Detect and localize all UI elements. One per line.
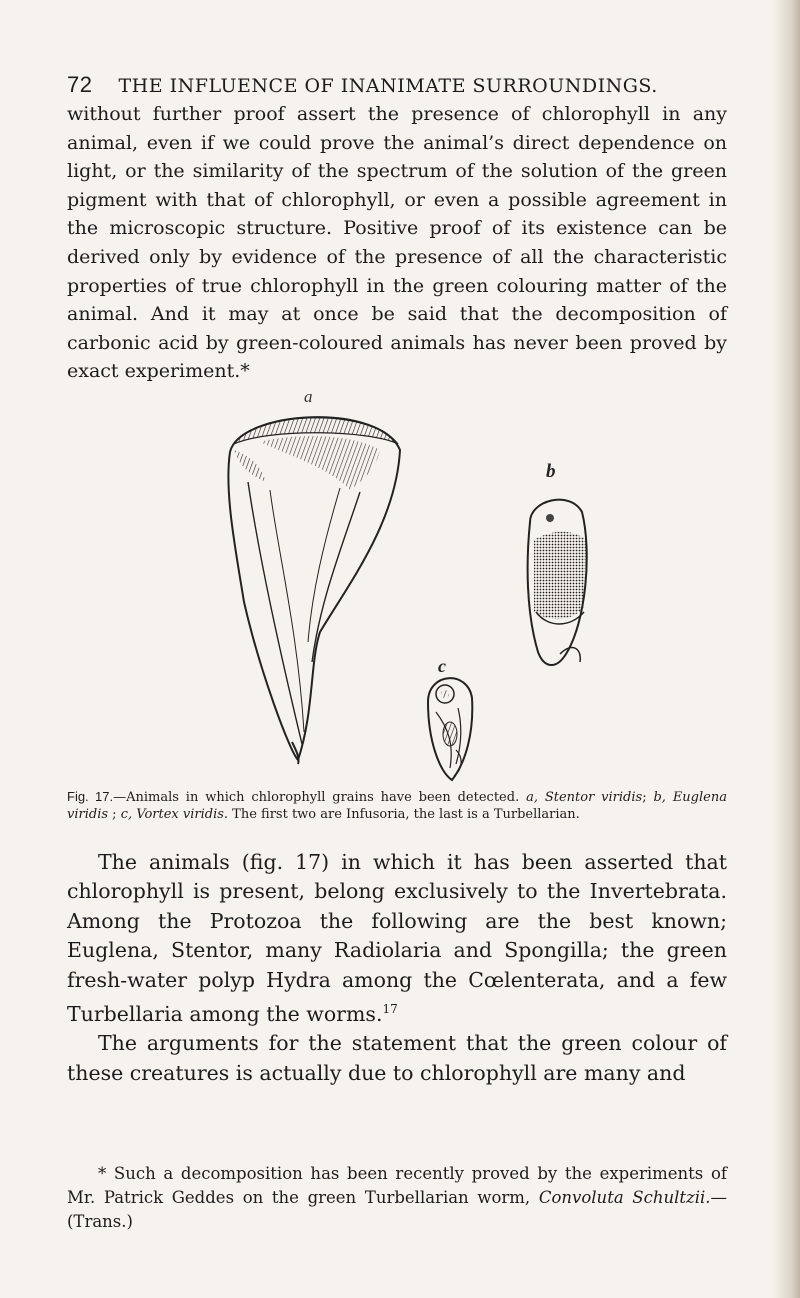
paragraph-text bbox=[67, 848, 727, 1029]
vortex-drawing bbox=[428, 678, 472, 780]
caption-a-label: a, bbox=[526, 790, 538, 805]
figure-caption: Fig. 17.—Animals in which chlorophyll grains have been detected. a, Stentor viridis; b, Euglena viridis ; c, Vortex viridis. The first two are Infusoria, the last is a Turbellarian. bbox=[67, 789, 727, 822]
caption-a-name: Stentor viridis bbox=[544, 790, 643, 805]
caption-description: —Animals in which chlorophyll grains have been detected. bbox=[113, 790, 520, 805]
caption-b-label: b, bbox=[653, 790, 666, 805]
label-a: a bbox=[304, 387, 313, 406]
chapter-title: THE INFLUENCE OF INANIMATE SURROUNDINGS. bbox=[118, 75, 658, 97]
figure-17 bbox=[200, 372, 640, 787]
label-b: b bbox=[546, 461, 556, 482]
footnote-ref: 17 bbox=[382, 1002, 398, 1017]
euglena-drawing bbox=[528, 500, 587, 665]
paragraph-text: without further proof assert the presence of chlorophyll in any animal, even if we could prove the animal’s direct dependence on light, or the similarity of the spectrum of the solution of the green pigment with that of chlorophyll, or even a possible agreement in the microscopic structure. Positive proof of its existence can be derived only by evidence of the presence of all the characteristic properties of true chlorophyll in the green colouring matter of the animal. And it may at once be said that the decomposition of carbonic acid by green-coloured animals has never been proved by exact experiment.* bbox=[67, 103, 727, 383]
paragraph-2-text: The animals (fig. 17) in which it has been asserted that chlorophyll is present, belong exclusively to the Invertebrata. Among the Protozoa the following are the best known; Euglena, Stentor, many Radiolaria and Spongilla; the green fresh-water polyp Hydra among the Cœlenterata, and a few Turbellaria among the worms. bbox=[67, 850, 727, 1026]
stentor-drawing bbox=[228, 417, 400, 764]
caption-tail: The first two are Infusoria, the last is a Turbellarian. bbox=[232, 807, 580, 822]
paragraph-3-text: The arguments for the statement that the green colour of these creatures is actually due to chlorophyll are many and bbox=[67, 1031, 727, 1085]
body-paragraph-2 bbox=[67, 848, 727, 1088]
caption-b-name: Euglena viridis bbox=[67, 790, 727, 822]
caption-c-label: c, bbox=[120, 807, 133, 822]
caption-c-name: Vortex viridis. bbox=[136, 807, 229, 822]
body-paragraph-1 bbox=[67, 100, 727, 386]
footnote-species: Convoluta Schultzii. bbox=[538, 1188, 711, 1207]
footnote bbox=[67, 1162, 727, 1234]
page-number: 72 bbox=[67, 72, 93, 97]
footnote-credit: —(Trans.) bbox=[67, 1188, 728, 1231]
page-edge-shadow bbox=[772, 0, 800, 1298]
figure-illustration bbox=[200, 372, 640, 787]
footnote-text: * Such a decomposition has been recently proved by the experiments of Mr. Patrick Geddes on the green Turbellarian worm, bbox=[67, 1164, 727, 1207]
label-c: c bbox=[438, 656, 446, 676]
caption-figure-number: Fig. 17. bbox=[67, 789, 114, 804]
running-header bbox=[67, 72, 727, 98]
